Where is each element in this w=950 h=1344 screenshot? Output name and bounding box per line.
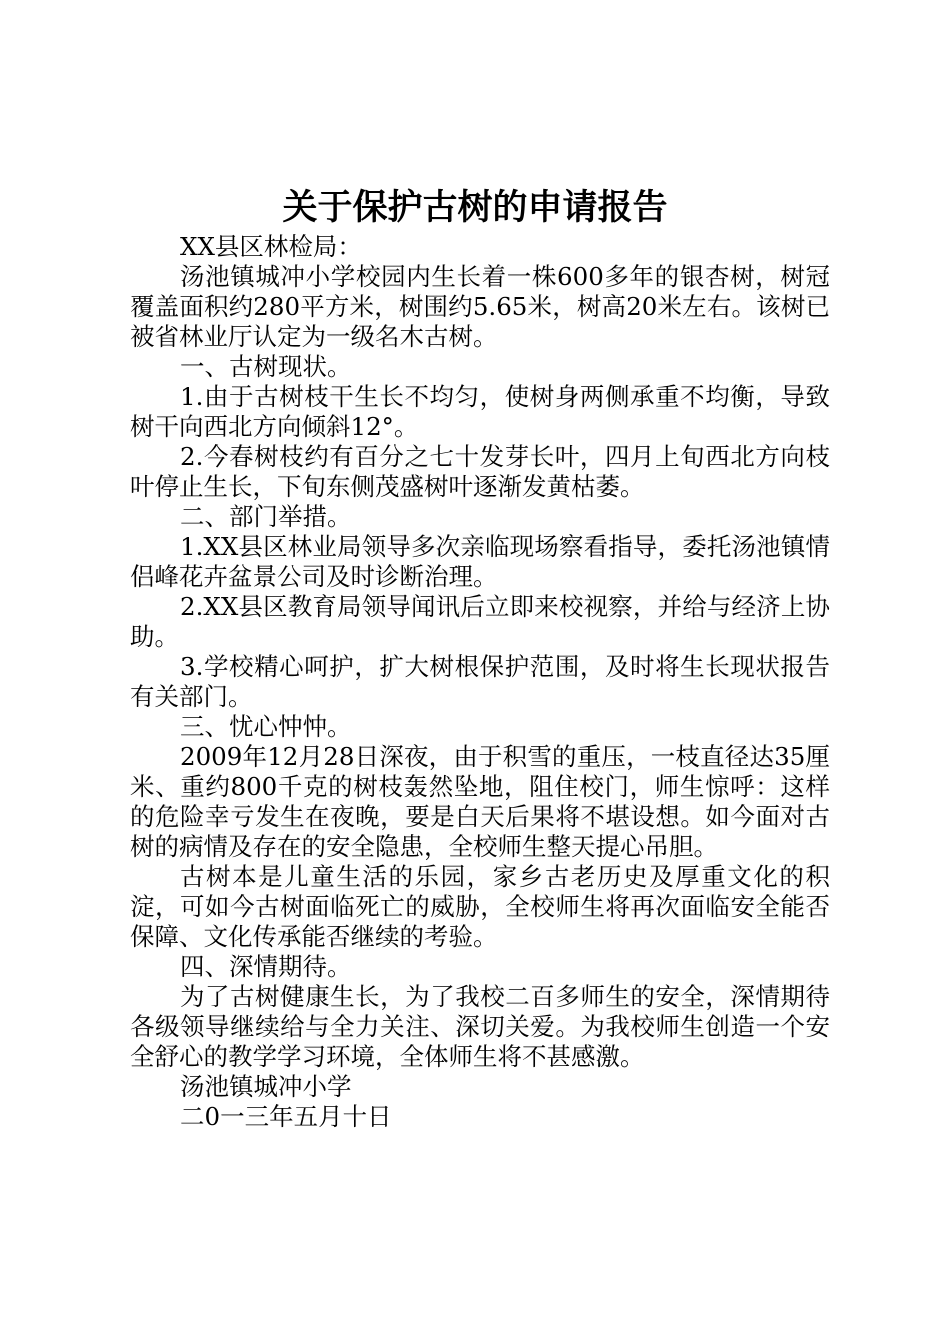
document-body xyxy=(130,232,830,1132)
salutation: XX县区林检局： xyxy=(180,232,362,261)
paragraph-status-2: 2.今春树枝约有百分之七十发芽长叶，四月上旬西北方向枝叶停止生长，下旬东侧茂盛树叶逐渐发黄枯萎。 xyxy=(130,442,830,501)
document-date: 二0一三年五月十日 xyxy=(180,1102,392,1131)
signature: 汤池镇城冲小学 xyxy=(180,1072,352,1101)
paragraph-expectation: 为了古树健康生长，为了我校二百多师生的安全，深情期待各级领导继续给与全力关注、深切关爱。为我校师生创造一个安全舒心的教学学习环境，全体师生将不甚感激。 xyxy=(130,982,830,1071)
document-title: 关于保护古树的申请报告 xyxy=(282,188,668,228)
paragraph-intro: 汤池镇城冲小学校园内生长着一株600多年的银杏树，树冠覆盖面积约280平方米，树围约5.65米，树高20米左右。该树已被省林业厅认定为一级名木古树。 xyxy=(130,262,830,351)
section-heading-concerns: 三、忧心忡忡。 xyxy=(180,712,352,741)
paragraph-measure-1: 1.XX县区林业局领导多次亲临现场察看指导，委托汤池镇情侣峰花卉盆景公司及时诊断治理。 xyxy=(130,532,830,591)
paragraph-measure-3: 3.学校精心呵护，扩大树根保护范围，及时将生长现状报告有关部门。 xyxy=(130,652,830,711)
paragraph-concern-1: 2009年12月28日深夜，由于积雪的重压，一枝直径达35厘米、重约800千克的树枝轰然坠地，阻住校门，师生惊呼：这样的危险幸亏发生在夜晚，要是白天后果将不堪设想。如今面对古树的病情及存在的安全隐患，全校师生整天提心吊胆。 xyxy=(130,742,830,861)
paragraph-measure-2: 2.XX县区教育局领导闻讯后立即来校视察，并给与经济上协助。 xyxy=(130,592,830,651)
paragraph-concern-2: 古树本是儿童生活的乐园，家乡古老历史及厚重文化的积淀，可如今古树面临死亡的威胁，全校师生将再次面临安全能否保障、文化传承能否继续的考验。 xyxy=(130,862,830,951)
section-heading-measures: 二、部门举措。 xyxy=(180,502,352,531)
paragraph-status-1: 1.由于古树枝干生长不均匀，使树身两侧承重不均衡，导致树干向西北方向倾斜12°。 xyxy=(130,382,830,441)
section-heading-current-status: 一、古树现状。 xyxy=(180,352,352,381)
section-heading-expectations: 四、深情期待。 xyxy=(180,952,352,981)
